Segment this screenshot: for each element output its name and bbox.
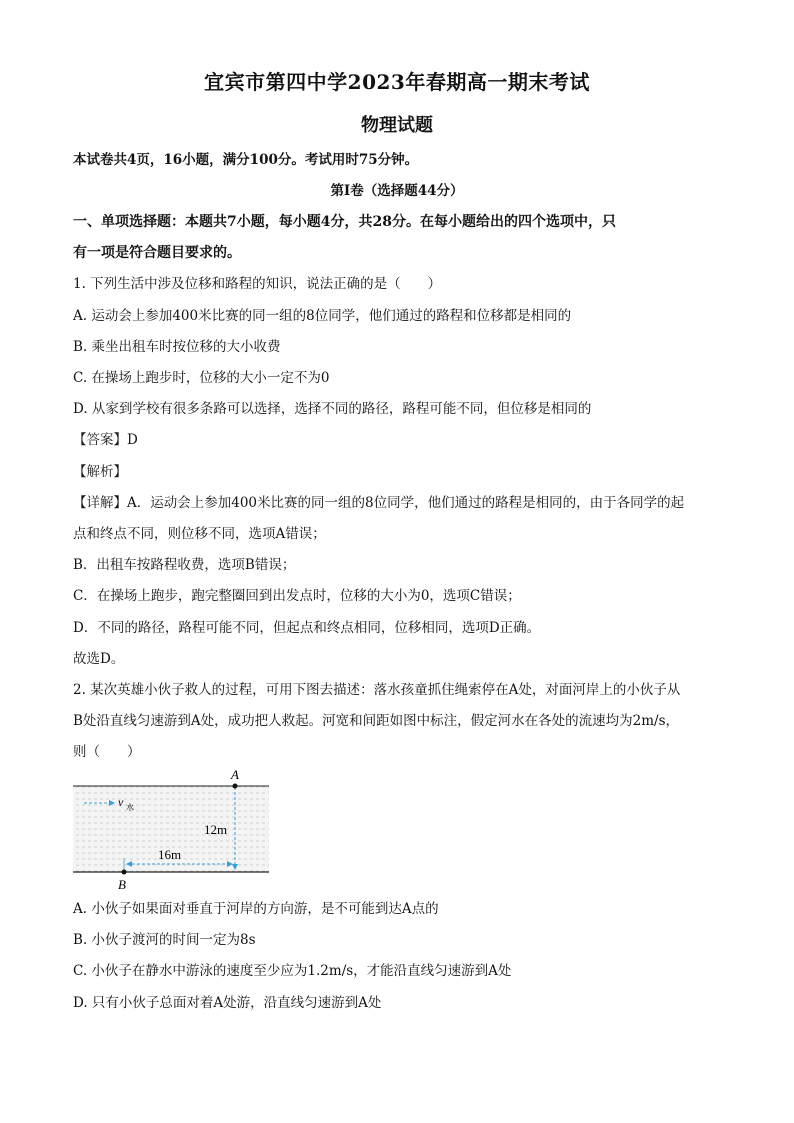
distance-label: 16m (158, 847, 182, 862)
q2-stem-line3: 则（ ） (73, 744, 141, 760)
q1-detail-4: C．在操场上跑步，跑完整圈回到出发点时，位移的大小为0，选项C错误； (73, 588, 521, 604)
point-b (122, 870, 127, 875)
q1-option-a: A. 运动会上参加400米比赛的同一组的8位同学，他们通过的路程和位移都是相同的 (73, 308, 572, 324)
q1-detail-1: 【详解】A．运动会上参加400米比赛的同一组的8位同学，他们通过的路程是相同的，由于各同学的起 (73, 495, 685, 511)
part1-heading-line2: 有一项是符合题目要求的。 (73, 245, 241, 261)
velocity-subscript: 水 (126, 803, 134, 812)
q2-stem-line1: 2. 某次英雄小伙子救人的过程，可用下图去描述：落水孩童抓住绳索停在A处，对面河岸上的小伙子从 (73, 682, 681, 698)
q1-detail-5: D．不同的路径，路程可能不同，但起点和终点相同，位移相同，选项D正确。 (73, 620, 541, 636)
q1-option-b: B. 乘坐出租车时按位移的大小收费 (73, 339, 281, 355)
section-title: 第I卷（选择题44分） (330, 183, 464, 199)
q1-detail-6: 故选D。 (73, 651, 125, 667)
q1-option-d: D. 从家到学校有很多条路可以选择，选择不同的路径，路程可能不同，但位移是相同的 (73, 401, 592, 417)
exam-title: 宜宾市第四中学2023年春期高一期末考试 (204, 70, 590, 94)
width-label: 12m (204, 822, 228, 837)
point-a-label: A (231, 767, 239, 782)
q2-option-b: B. 小伙子渡河的时间一定为8s (73, 932, 256, 948)
velocity-label: v (118, 795, 124, 809)
q1-analysis-label: 【解析】 (73, 464, 127, 480)
exam-subtitle: 物理试题 (361, 115, 433, 136)
q1-detail-3: B．出租车按路程收费，选项B错误； (73, 557, 296, 573)
river-diagram (70, 766, 275, 894)
q1-detail-2: 点和终点不同，则位移不同，选项A错误； (73, 526, 326, 542)
q1-option-c: C. 在操场上跑步时，位移的大小一定不为0 (73, 370, 330, 386)
exam-intro: 本试卷共4页，16小题，满分100分。考试用时75分钟。 (73, 152, 419, 168)
point-a (233, 784, 238, 789)
point-b-label: B (118, 877, 126, 892)
q2-option-d: D. 只有小伙子总面对着A处游，沿直线匀速游到A处 (73, 995, 382, 1011)
q2-stem-line2: B处沿直线匀速游到A处，成功把人救起。河宽和间距如图中标注，假定河水在各处的流速均为2m/s， (73, 713, 680, 729)
q2-option-c: C. 小伙子在静水中游泳的速度至少应为1.2m/s，才能沿直线匀速游到A处 (73, 963, 512, 979)
q2-option-a: A. 小伙子如果面对垂直于河岸的方向游，是不可能到达A点的 (73, 901, 439, 917)
q1-stem: 1. 下列生活中涉及位移和路程的知识，说法正确的是（ ） (73, 276, 442, 292)
part1-heading-line1: 一、单项选择题：本题共7小题，每小题4分，共28分。在每小题给出的四个选项中，只 (73, 214, 616, 230)
q1-answer: 【答案】D (73, 432, 138, 448)
